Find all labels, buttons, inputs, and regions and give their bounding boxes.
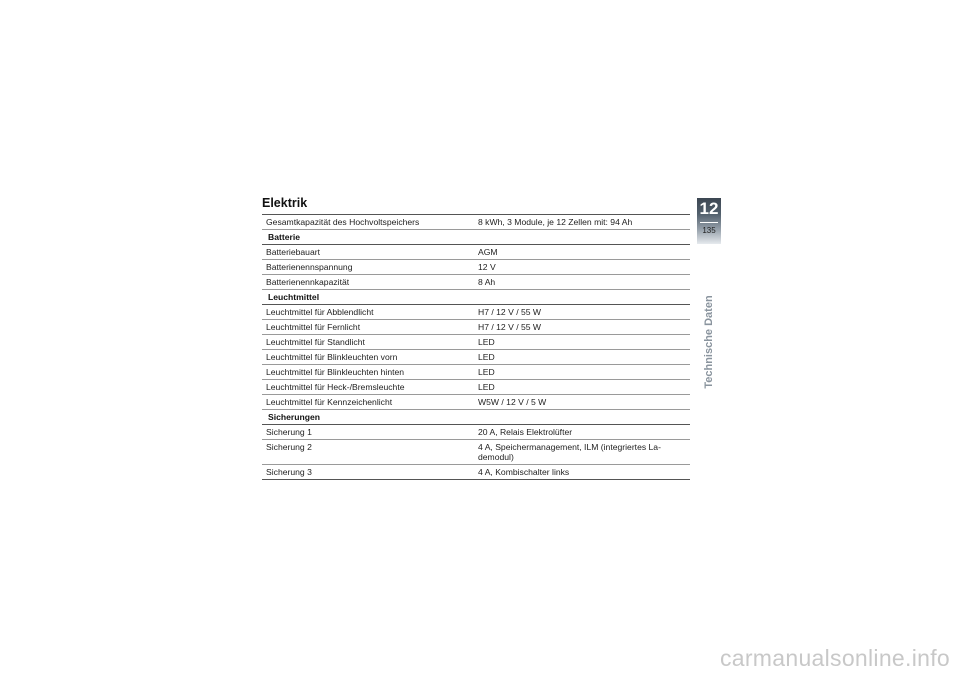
- row-value: LED: [478, 382, 495, 392]
- table-row: [262, 245, 690, 260]
- row-value: LED: [478, 367, 495, 377]
- row-label: Sicherung 3: [266, 467, 312, 477]
- table-section-header: [262, 410, 690, 425]
- section-header-label: Batterie: [268, 232, 300, 242]
- row-label: Leuchtmittel für Fernlicht: [266, 322, 361, 332]
- section-title: Elektrik: [262, 196, 308, 210]
- chapter-number: 12: [699, 199, 719, 218]
- table-section-header: [262, 290, 690, 305]
- row-value: H7 / 12 V / 55 W: [478, 322, 542, 332]
- table-row: [262, 215, 690, 230]
- row-label: Sicherung 1: [266, 427, 312, 437]
- table-row: [262, 305, 690, 320]
- table-row: [262, 380, 690, 395]
- row-label: Leuchtmittel für Blinkleuchten vorn: [266, 352, 398, 362]
- table-row: [262, 350, 690, 365]
- tab-divider: [700, 222, 718, 223]
- row-value: AGM: [478, 247, 498, 257]
- row-value: LED: [478, 352, 495, 362]
- chapter-side-label: Technische Daten: [703, 295, 715, 389]
- table-row: [262, 260, 690, 275]
- section-header-label: Sicherungen: [268, 412, 321, 422]
- row-label: Sicherung 2: [266, 442, 312, 452]
- row-label: Batterienennkapazität: [266, 277, 350, 287]
- row-value: 4 A, Speichermanagement, ILM (integriertes La- demodul): [478, 442, 661, 462]
- spec-table: [262, 214, 690, 480]
- row-label: Batterienennspannung: [266, 262, 353, 272]
- row-value: 8 Ah: [478, 277, 496, 287]
- row-label: Leuchtmittel für Blinkleuchten hinten: [266, 367, 405, 377]
- row-label: Leuchtmittel für Standlicht: [266, 337, 365, 347]
- row-value: 20 A, Relais Elektrolüfter: [478, 427, 573, 437]
- row-label: Leuchtmittel für Kennzeichenlicht: [266, 397, 393, 407]
- row-value: LED: [478, 337, 495, 347]
- row-value: W5W / 12 V / 5 W: [478, 397, 547, 407]
- table-row: [262, 320, 690, 335]
- table-row: [262, 395, 690, 410]
- watermark: carmanualsonline.info: [719, 645, 950, 671]
- row-value: 12 V: [478, 262, 496, 272]
- row-label: Leuchtmittel für Abblendlicht: [266, 307, 374, 317]
- row-value: H7 / 12 V / 55 W: [478, 307, 542, 317]
- row-label: Gesamtkapazität des Hochvoltspeichers: [266, 217, 420, 227]
- table-row: [262, 275, 690, 290]
- table-row: [262, 440, 690, 465]
- row-label: Leuchtmittel für Heck-/Bremsleuchte: [266, 382, 405, 392]
- page-number: 135: [702, 226, 716, 235]
- table-row: [262, 465, 690, 480]
- row-value: 4 A, Kombischalter links: [478, 467, 570, 477]
- table-row: [262, 335, 690, 350]
- table-section-header: [262, 230, 690, 245]
- section-header-label: Leuchtmittel: [268, 292, 320, 302]
- table-row: [262, 365, 690, 380]
- row-value: 8 kWh, 3 Module, je 12 Zellen mit: 94 Ah: [478, 217, 633, 227]
- table-row: [262, 425, 690, 440]
- row-label: Batteriebauart: [266, 247, 320, 257]
